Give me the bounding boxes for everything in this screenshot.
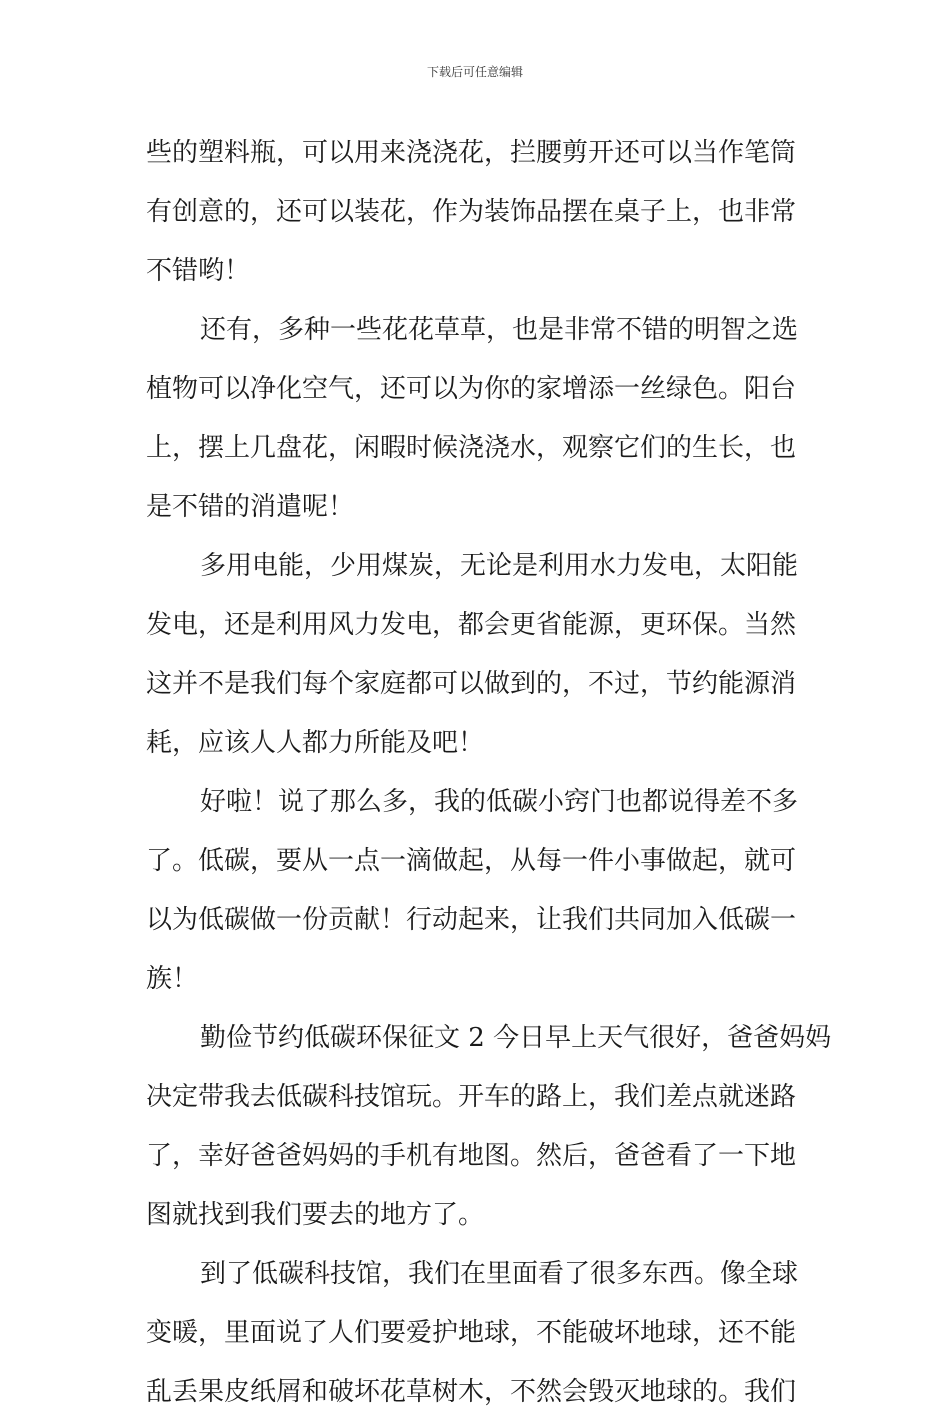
text-line: 些的塑料瓶，可以用来浇浇花，拦腰剪开还可以当作笔筒 — [146, 138, 797, 168]
text-line: 图就找到我们要去的地方了。 — [146, 1200, 485, 1230]
text-line: 有创意的，还可以装花，作为装饰品摆在桌子上，也非常 — [146, 197, 797, 227]
text-line: 是不错的消遣呢！ — [146, 492, 355, 522]
text-line: 多用电能，少用煤炭，无论是利用水力发电，太阳能 — [200, 551, 799, 581]
text-line: 耗，应该人人都力所能及吧！ — [146, 728, 485, 758]
text-line: 到了低碳科技馆，我们在里面看了很多东西。像全球 — [200, 1259, 799, 1289]
text-line: 不错哟！ — [146, 256, 251, 286]
text-line: 好啦！说了那么多，我的低碳小窍门也都说得差不多 — [200, 787, 799, 817]
document-body — [146, 124, 832, 1422]
text-line: 了。低碳，要从一点一滴做起，从每一件小事做起，就可 — [146, 846, 797, 876]
text-line: 族！ — [146, 964, 199, 994]
text-line: 这并不是我们每个家庭都可以做到的，不过，节约能源消 — [146, 669, 797, 699]
text-line: 乱丢果皮纸屑和破坏花草树木，不然会毁灭地球的。我们 — [146, 1377, 797, 1407]
text-line: 决定带我去低碳科技馆玩。开车的路上，我们差点就迷路 — [146, 1082, 797, 1112]
text-line: 了，幸好爸爸妈妈的手机有地图。然后，爸爸看了一下地 — [146, 1141, 797, 1171]
page-header: 下载后可任意编辑 — [426, 65, 523, 79]
text-line: 发电，还是利用风力发电，都会更省能源，更环保。当然 — [146, 610, 797, 640]
text-line: 上，摆上几盘花，闲暇时候浇浇水，观察它们的生长，也 — [146, 433, 797, 463]
text-line: 勤俭节约低碳环保征文 2 今日早上天气很好，爸爸妈妈 — [200, 1023, 832, 1053]
text-line: 还有，多种一些花花草草，也是非常不错的明智之选 — [200, 315, 799, 345]
text-line: 以为低碳做一份贡献！行动起来，让我们共同加入低碳一 — [146, 905, 797, 935]
text-line: 植物可以净化空气，还可以为你的家增添一丝绿色。阳台 — [146, 374, 797, 404]
text-line: 变暖，里面说了人们要爱护地球，不能破坏地球，还不能 — [146, 1318, 797, 1348]
